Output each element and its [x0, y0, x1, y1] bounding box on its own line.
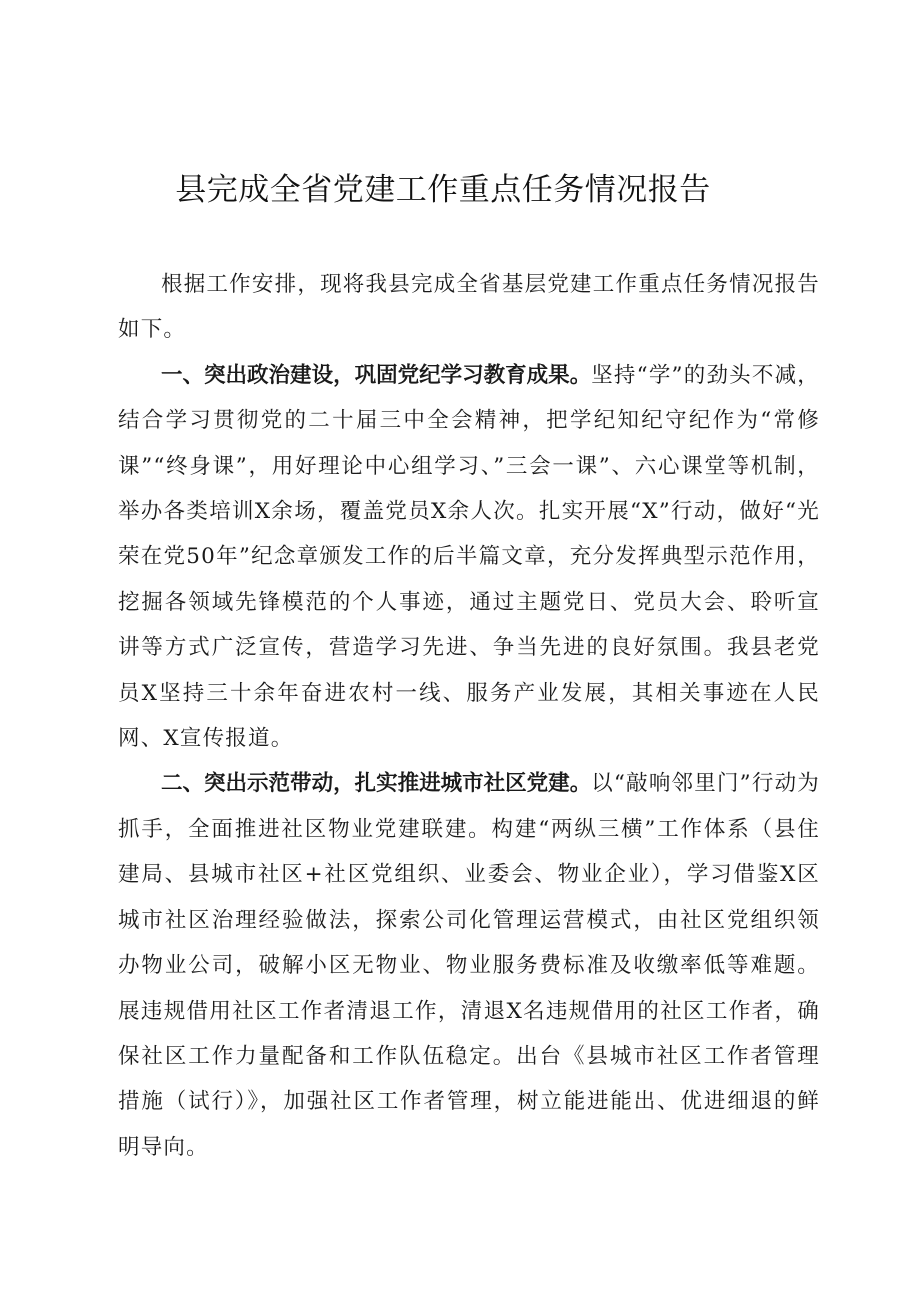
section-1-paragraph [118, 353, 820, 762]
section-2-heading: 二、突出示范带动，扎实推进城市社区党建。 [161, 771, 592, 797]
section-2-body: 以“敲响邻里门”行动为抓手，全面推进社区物业党建联建。构建“两纵三横”工作体系（县住建局、县城市社区+社区党组织、业委会、物业企业），学习借鉴X区城市社区治理经验做法，探索公司化管理运营模式，由社区党组织领办物业公司，破解小区无物业、物业服务费标准及收缴率低等难题。展违规借用社区工作者清退工作，清退X名违规借用的社区工作者，确保社区工作力量配备和工作队伍稳定。出台《县城市社区工作者管理措施（试行）》，加强社区工作者管理，树立能进能出、优进细退的鲜明导向。 [118, 771, 820, 1160]
section-2-paragraph [118, 761, 820, 1170]
section-1-heading: 一、突出政治建设，巩固党纪学习教育成果。 [161, 362, 592, 388]
section-1-body: 坚持“学”的劲头不减，结合学习贯彻党的二十届三中全会精神，把学纪知纪守纪作为“常修课”“终身课”，用好理论中心组学习、”三会一课”、六心课堂等机制，举办各类培训X余场，覆盖党员X余人次。扎实开展“X”行动，做好“光荣在党50年”纪念章颁发工作的后半篇文章，充分发挥典型示范作用，挖掘各领域先锋模范的个人事迹，通过主题党日、党员大会、聆听宣讲等方式广泛宣传，营造学习先进、争当先进的良好氛围。我县老党员X坚持三十余年奋进农村一线、服务产业发展，其相关事迹在人民网、X宣传报道。 [118, 362, 820, 752]
document-body [118, 262, 820, 1170]
document-title: 县完成全省党建工作重点任务情况报告 [175, 172, 711, 208]
intro-paragraph: 根据工作安排，现将我县完成全省基层党建工作重点任务情况报告如下。 [118, 272, 820, 343]
